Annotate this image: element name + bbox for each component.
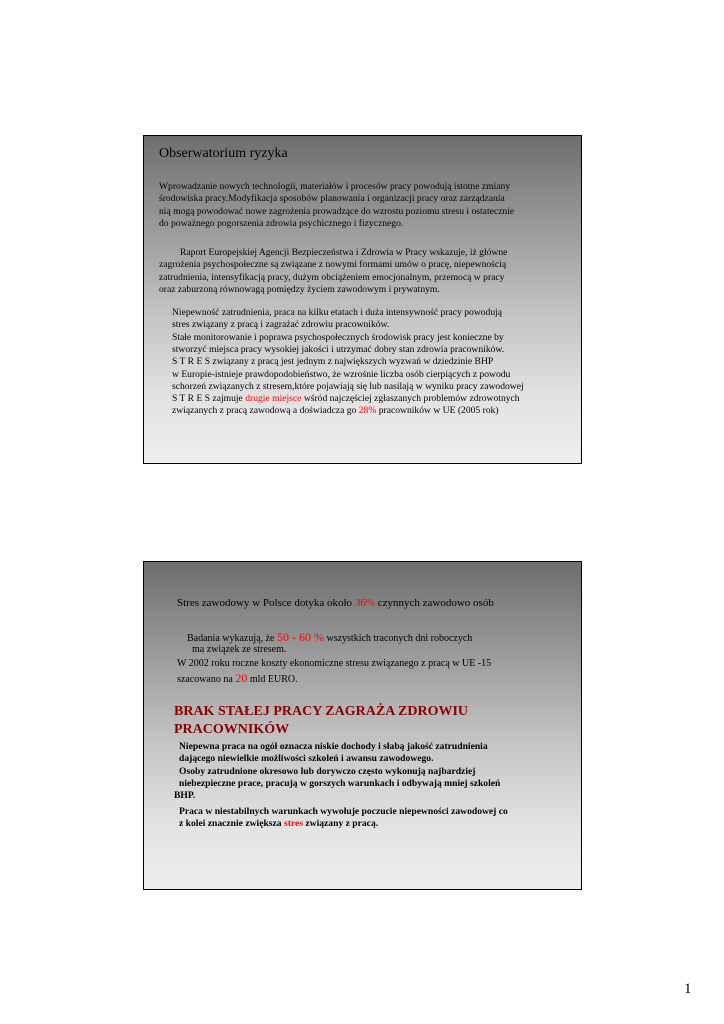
paragraph-2-line: Raport Europejskiej Agencji Bezpieczeństwa i Zdrowia w Pracy wskazuje, iż główne: [180, 247, 508, 258]
paragraph-2-line: oraz zaburzoną równowagą pomiędzy życiem zawodowym i prywatnym.: [159, 283, 440, 295]
text: Stres zawodowy w Polsce dotyka około: [177, 597, 355, 609]
paragraph-3-line: [172, 393, 520, 405]
page-number: 1: [684, 981, 692, 997]
heading-line-1: BRAK STAŁEJ PRACY ZAGRAŻA ZDROWIU: [174, 704, 469, 719]
paragraph-3-line: stres związany z pracą i zagrażać zdrowiu pracowników.: [172, 319, 390, 331]
bold-text-line: dającego niewielkie możliwości szkoleń i awansu zawodowego.: [179, 753, 434, 765]
paragraph-3-line: stworzyć miejsca pracy wysokiej jakości i utrzymać dobry stan zdrowia pracowników.: [172, 343, 505, 355]
paragraph-3-line: w Europie-istnieje prawdopodobieństwo, że wzrośnie liczba osób cierpiących z powodu: [172, 368, 511, 380]
text: S T R E S zajmuje: [172, 393, 246, 405]
stat-line: [177, 671, 298, 686]
highlight-drugie-miejsce: drugie miejsce: [245, 393, 302, 405]
paragraph-3-line: [172, 405, 499, 417]
highlight-28-percent: 28%: [358, 405, 377, 417]
stat-line: W 2002 roku roczne koszty ekonomiczne stresu związanego z pracą w UE -15: [177, 658, 492, 669]
highlight-20: 20: [235, 671, 248, 685]
text: szacowano na: [177, 674, 236, 685]
paragraph-3-line: Niepewność zatrudnienia, praca na kilku etatach i duża intensywność pracy powodują: [172, 307, 503, 318]
paragraph-3-line: S T R E S związany z pracą jest jednym z największych wyzwań w dziedzinie BHP: [172, 356, 494, 368]
text: z kolei znacznie zwiększa: [179, 818, 284, 830]
text: związany z pracą.: [303, 818, 379, 830]
text: Badania wykazują, że: [187, 633, 277, 644]
slide-2: [143, 561, 582, 890]
bold-text-line: niebezpieczne prace, pracują w gorszych warunkach i odbywają mniej szkoleń: [179, 777, 501, 789]
paragraph-3-line: Stałe monitorowanie i poprawa psychospołecznych środowisk pracy jest konieczne by: [172, 331, 504, 343]
paragraph-1-line: do poważnego pogorszenia zdrowia psychicznego i fizycznego.: [159, 217, 404, 229]
stat-line: [177, 597, 494, 609]
paragraph-1-line: nią mogą powodować nowe zagrożenia prowadzące do wzrostu poziomu stresu i ostatecznie: [159, 205, 515, 217]
bold-text-line: [179, 818, 378, 830]
bold-text-line: Niepewna praca na ogół oznacza niskie dochody i słabą jakość zatrudnienia: [179, 741, 488, 752]
paragraph-1-line: Wprowadzanie nowych technologii, materiałów i procesów pracy powodują istotne zmiany: [159, 181, 511, 192]
paragraph-2-line: zagrożenia psychospołeczne są związane z nowymi formami umów o pracę, niepewnością: [159, 259, 507, 271]
paragraph-3-line: schorzeń związanych z stresem,które pojawiają się lub nasilają w wyniku pracy zawodowej: [172, 380, 524, 392]
highlight-50-60-percent: 50 - 60 %: [276, 630, 324, 644]
text: czynnych zawodowo osób: [374, 597, 494, 609]
highlight-stres: stres: [283, 818, 303, 830]
text: wszystkich traconych dni roboczych: [323, 633, 473, 644]
text: pracowników w UE (2005 rok): [376, 405, 499, 417]
paragraph-1-line: środowiska pracy.Modyfikacja sposobów planowania i organizacji pracy oraz zarządzania: [159, 193, 505, 205]
highlight-36-percent: 36%: [354, 597, 375, 609]
stat-line: [187, 630, 472, 645]
paragraph-2-line: zatrudnienia, intensyfikacją pracy, dużym obciążeniem emocjonalnym, przemocą w pracy: [159, 271, 505, 283]
text: wśród najczęściej zgłaszanych problemów zdrowotnych: [301, 393, 520, 405]
heading-line-2: PRACOWNIKÓW: [174, 722, 290, 737]
stat-line: ma związek ze stresem.: [192, 644, 287, 655]
bold-text-line: Osoby zatrudnione okresowo lub dorywczo często wykonują najbardziej: [179, 765, 476, 777]
slide-1-title: Obserwatorium ryzyka: [159, 146, 288, 161]
bold-text-line: Praca w niestabilnych warunkach wywołuje poczucie niepewności zawodowej co: [179, 806, 508, 817]
text: mld EURO.: [247, 674, 298, 685]
slide-1: [143, 135, 582, 464]
bold-text-line: BHP.: [174, 790, 196, 802]
text: związanych z pracą zawodową a doświadcza go: [172, 405, 359, 417]
